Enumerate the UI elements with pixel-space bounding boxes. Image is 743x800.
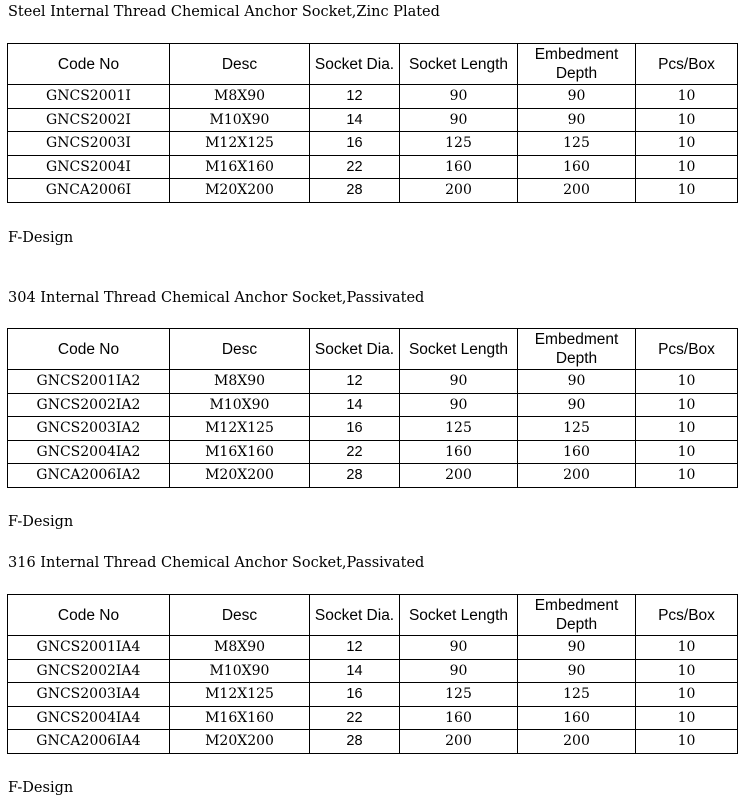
cell-embedment-depth: 160 bbox=[518, 155, 636, 179]
cell-pcs-per-box: 10 bbox=[636, 440, 738, 464]
cell-embedment-depth: 90 bbox=[518, 85, 636, 109]
header-row bbox=[8, 44, 738, 85]
cell-socket-length: 160 bbox=[400, 706, 518, 730]
cell-pcs-per-box: 10 bbox=[636, 132, 738, 156]
cell-pcs-per-box: 10 bbox=[636, 417, 738, 441]
cell-code-no: GNCA2006IA4 bbox=[8, 730, 170, 754]
cell-code-no: GNCS2004IA4 bbox=[8, 706, 170, 730]
table-row bbox=[8, 155, 738, 179]
header-row bbox=[8, 595, 738, 636]
cell-code-no: GNCS2001IA2 bbox=[8, 370, 170, 394]
cell-embedment-depth: 90 bbox=[518, 108, 636, 132]
cell-pcs-per-box: 10 bbox=[636, 85, 738, 109]
cell-socket-dia: 12 bbox=[310, 370, 400, 394]
table-row bbox=[8, 370, 738, 394]
column-header-embedment-depth: Embedment Depth bbox=[518, 44, 636, 85]
cell-code-no: GNCA2006IA2 bbox=[8, 464, 170, 488]
cell-socket-length: 200 bbox=[400, 464, 518, 488]
cell-code-no: GNCS2001I bbox=[8, 85, 170, 109]
cell-code-no: GNCS2002IA2 bbox=[8, 393, 170, 417]
cell-socket-length: 90 bbox=[400, 108, 518, 132]
cell-pcs-per-box: 10 bbox=[636, 370, 738, 394]
cell-pcs-per-box: 10 bbox=[636, 636, 738, 660]
column-header-desc: Desc bbox=[170, 44, 310, 85]
cell-desc: M8X90 bbox=[170, 370, 310, 394]
cell-embedment-depth: 90 bbox=[518, 393, 636, 417]
column-header-code-no: Code No bbox=[8, 329, 170, 370]
cell-socket-length: 160 bbox=[400, 440, 518, 464]
cell-pcs-per-box: 10 bbox=[636, 706, 738, 730]
cell-socket-length: 125 bbox=[400, 683, 518, 707]
cell-code-no: GNCS2003I bbox=[8, 132, 170, 156]
table-row bbox=[8, 132, 738, 156]
column-header-socket-length: Socket Length bbox=[400, 595, 518, 636]
column-header-code-no: Code No bbox=[8, 44, 170, 85]
spec-table bbox=[7, 328, 738, 488]
column-header-embedment-depth: Embedment Depth bbox=[518, 595, 636, 636]
cell-desc: M12X125 bbox=[170, 683, 310, 707]
spec-table bbox=[7, 594, 738, 754]
cell-pcs-per-box: 10 bbox=[636, 179, 738, 203]
cell-desc: M16X160 bbox=[170, 440, 310, 464]
cell-code-no: GNCS2003IA4 bbox=[8, 683, 170, 707]
cell-socket-length: 160 bbox=[400, 155, 518, 179]
table-row bbox=[8, 393, 738, 417]
cell-socket-dia: 12 bbox=[310, 636, 400, 660]
cell-embedment-depth: 160 bbox=[518, 440, 636, 464]
column-header-desc: Desc bbox=[170, 595, 310, 636]
cell-socket-length: 90 bbox=[400, 659, 518, 683]
cell-socket-dia: 14 bbox=[310, 108, 400, 132]
column-header-socket-dia: Socket Dia. bbox=[310, 595, 400, 636]
cell-socket-dia: 16 bbox=[310, 683, 400, 707]
cell-code-no: GNCS2004I bbox=[8, 155, 170, 179]
cell-socket-length: 90 bbox=[400, 393, 518, 417]
cell-code-no: GNCS2003IA2 bbox=[8, 417, 170, 441]
table-row bbox=[8, 464, 738, 488]
cell-socket-length: 90 bbox=[400, 636, 518, 660]
design-label: F-Design bbox=[8, 514, 74, 530]
section-title: 304 Internal Thread Chemical Anchor Socket,Passivated bbox=[8, 290, 425, 306]
cell-desc: M12X125 bbox=[170, 132, 310, 156]
cell-pcs-per-box: 10 bbox=[636, 155, 738, 179]
design-label: F-Design bbox=[8, 780, 74, 796]
cell-desc: M16X160 bbox=[170, 155, 310, 179]
cell-embedment-depth: 90 bbox=[518, 370, 636, 394]
cell-desc: M12X125 bbox=[170, 417, 310, 441]
cell-desc: M20X200 bbox=[170, 179, 310, 203]
cell-socket-dia: 22 bbox=[310, 706, 400, 730]
column-header-embedment-depth: Embedment Depth bbox=[518, 329, 636, 370]
cell-embedment-depth: 125 bbox=[518, 417, 636, 441]
table-row bbox=[8, 706, 738, 730]
cell-code-no: GNCS2001IA4 bbox=[8, 636, 170, 660]
header-row bbox=[8, 329, 738, 370]
section-title: 316 Internal Thread Chemical Anchor Socket,Passivated bbox=[8, 555, 425, 571]
cell-embedment-depth: 200 bbox=[518, 730, 636, 754]
cell-socket-dia: 14 bbox=[310, 393, 400, 417]
column-header-socket-dia: Socket Dia. bbox=[310, 329, 400, 370]
column-header-pcs-per-box: Pcs/Box bbox=[636, 595, 738, 636]
column-header-socket-length: Socket Length bbox=[400, 329, 518, 370]
cell-socket-length: 90 bbox=[400, 85, 518, 109]
table-row bbox=[8, 85, 738, 109]
table-row bbox=[8, 636, 738, 660]
cell-socket-length: 125 bbox=[400, 132, 518, 156]
spec-table bbox=[7, 43, 738, 203]
table-row bbox=[8, 108, 738, 132]
cell-pcs-per-box: 10 bbox=[636, 464, 738, 488]
cell-socket-dia: 28 bbox=[310, 730, 400, 754]
cell-desc: M20X200 bbox=[170, 730, 310, 754]
column-header-desc: Desc bbox=[170, 329, 310, 370]
column-header-code-no: Code No bbox=[8, 595, 170, 636]
cell-socket-dia: 16 bbox=[310, 417, 400, 441]
cell-embedment-depth: 200 bbox=[518, 464, 636, 488]
column-header-socket-dia: Socket Dia. bbox=[310, 44, 400, 85]
cell-pcs-per-box: 10 bbox=[636, 730, 738, 754]
cell-desc: M10X90 bbox=[170, 659, 310, 683]
cell-desc: M16X160 bbox=[170, 706, 310, 730]
cell-embedment-depth: 200 bbox=[518, 179, 636, 203]
cell-desc: M10X90 bbox=[170, 108, 310, 132]
cell-code-no: GNCS2002IA4 bbox=[8, 659, 170, 683]
cell-desc: M8X90 bbox=[170, 85, 310, 109]
cell-socket-dia: 12 bbox=[310, 85, 400, 109]
cell-desc: M20X200 bbox=[170, 464, 310, 488]
cell-socket-length: 125 bbox=[400, 417, 518, 441]
cell-pcs-per-box: 10 bbox=[636, 108, 738, 132]
design-label: F-Design bbox=[8, 230, 74, 246]
cell-embedment-depth: 125 bbox=[518, 132, 636, 156]
cell-socket-dia: 14 bbox=[310, 659, 400, 683]
cell-embedment-depth: 160 bbox=[518, 706, 636, 730]
cell-socket-dia: 28 bbox=[310, 179, 400, 203]
cell-socket-dia: 16 bbox=[310, 132, 400, 156]
table-row bbox=[8, 659, 738, 683]
cell-socket-length: 200 bbox=[400, 179, 518, 203]
cell-embedment-depth: 90 bbox=[518, 636, 636, 660]
cell-socket-length: 200 bbox=[400, 730, 518, 754]
cell-socket-dia: 28 bbox=[310, 464, 400, 488]
section-title: Steel Internal Thread Chemical Anchor Socket,Zinc Plated bbox=[8, 4, 440, 20]
cell-code-no: GNCS2004IA2 bbox=[8, 440, 170, 464]
cell-socket-length: 90 bbox=[400, 370, 518, 394]
cell-embedment-depth: 125 bbox=[518, 683, 636, 707]
table-row bbox=[8, 440, 738, 464]
column-header-pcs-per-box: Pcs/Box bbox=[636, 44, 738, 85]
cell-pcs-per-box: 10 bbox=[636, 659, 738, 683]
cell-desc: M8X90 bbox=[170, 636, 310, 660]
cell-socket-dia: 22 bbox=[310, 155, 400, 179]
column-header-socket-length: Socket Length bbox=[400, 44, 518, 85]
cell-pcs-per-box: 10 bbox=[636, 683, 738, 707]
table-row bbox=[8, 417, 738, 441]
cell-embedment-depth: 90 bbox=[518, 659, 636, 683]
table-row bbox=[8, 730, 738, 754]
table-row bbox=[8, 179, 738, 203]
cell-desc: M10X90 bbox=[170, 393, 310, 417]
cell-pcs-per-box: 10 bbox=[636, 393, 738, 417]
cell-code-no: GNCA2006I bbox=[8, 179, 170, 203]
column-header-pcs-per-box: Pcs/Box bbox=[636, 329, 738, 370]
cell-socket-dia: 22 bbox=[310, 440, 400, 464]
cell-code-no: GNCS2002I bbox=[8, 108, 170, 132]
table-row bbox=[8, 683, 738, 707]
